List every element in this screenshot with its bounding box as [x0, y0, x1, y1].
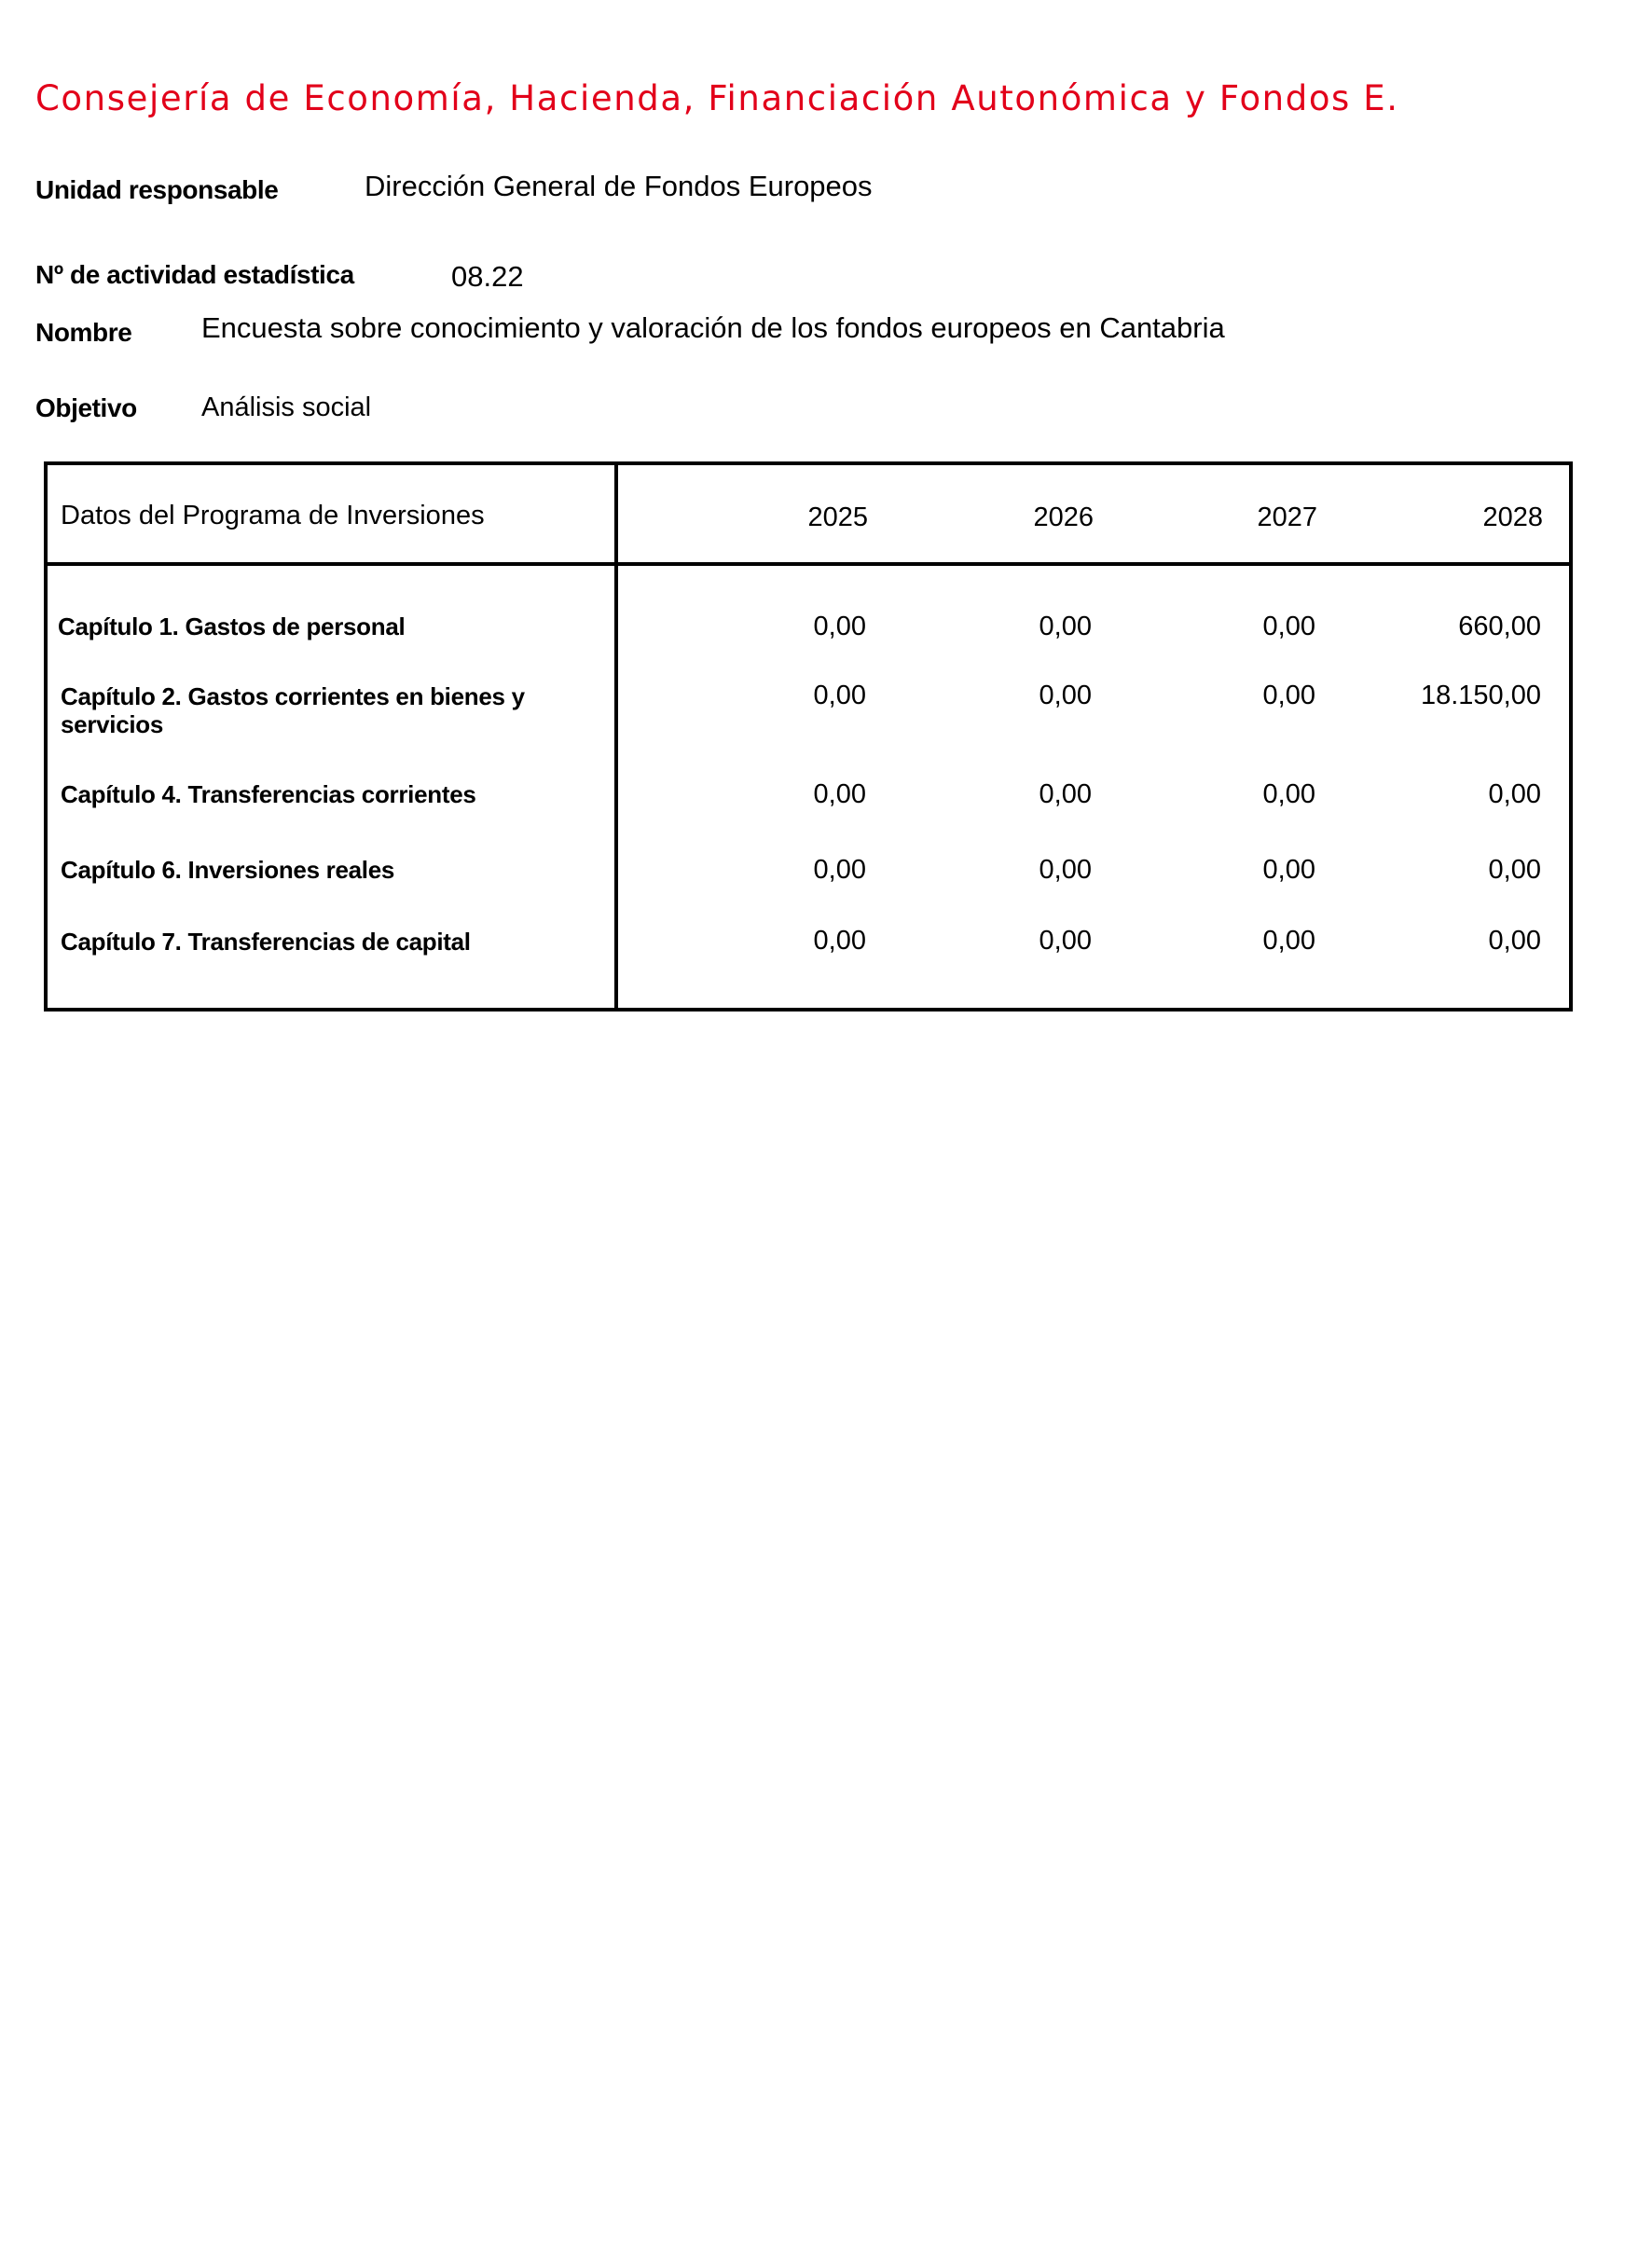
year-header-2027: 2027 [1257, 502, 1317, 532]
unidad-responsable-label: Unidad responsable [35, 175, 279, 204]
actividad-value: 08.22 [451, 260, 524, 293]
table-cell: 18.150,00 [1420, 681, 1541, 710]
table-row-label: Capítulo 1. Gastos de personal [58, 612, 406, 640]
table-cell: 0,00 [1039, 855, 1092, 885]
table-cell: 0,00 [1262, 779, 1315, 809]
table-cell: 0,00 [813, 612, 866, 641]
nombre-label: Nombre [35, 318, 132, 347]
year-header-2028: 2028 [1482, 502, 1543, 532]
objetivo-value: Análisis social [201, 392, 372, 422]
nombre-value: Encuesta sobre conocimiento y valoración de los fondos europeos en Cantabria [201, 311, 1225, 344]
unidad-responsable-value: Dirección General de Fondos Europeos [365, 170, 873, 202]
year-header-2026: 2026 [1033, 502, 1094, 532]
table-cell: 0,00 [813, 926, 866, 956]
table-cell: 0,00 [1039, 926, 1092, 956]
table-cell: 0,00 [1488, 779, 1541, 809]
ministry-title: Consejería de Economía, Hacienda, Financiación Autonómica y Fondos E. [35, 78, 1399, 118]
objetivo-label: Objetivo [35, 393, 137, 422]
table-cell: 660,00 [1458, 612, 1541, 641]
table-row-label: Capítulo 6. Inversiones reales [61, 856, 395, 884]
year-header-2025: 2025 [807, 502, 868, 532]
actividad-label: Nº de actividad estadística [35, 260, 354, 289]
table-cell: 0,00 [1039, 681, 1092, 710]
table-cell: 0,00 [1039, 779, 1092, 809]
table-cell: 0,00 [1039, 612, 1092, 641]
table-cell: 0,00 [1488, 926, 1541, 956]
table-row-label: Capítulo 7. Transferencias de capital [61, 928, 471, 956]
table-cell: 0,00 [1262, 926, 1315, 956]
table-row-label: Capítulo 2. Gastos corrientes en bienes y servicios [61, 682, 525, 738]
table-cell: 0,00 [1262, 681, 1315, 710]
table-cell: 0,00 [813, 681, 866, 710]
table-cell: 0,00 [1262, 612, 1315, 641]
table-column-divider [614, 461, 618, 1012]
table-cell: 0,00 [813, 779, 866, 809]
table-cell: 0,00 [813, 855, 866, 885]
table-header-divider [44, 562, 1573, 566]
table-cell: 0,00 [1488, 855, 1541, 885]
table-cell: 0,00 [1262, 855, 1315, 885]
table-header-label: Datos del Programa de Inversiones [61, 501, 485, 530]
table-row-label: Capítulo 4. Transferencias corrientes [61, 780, 476, 808]
